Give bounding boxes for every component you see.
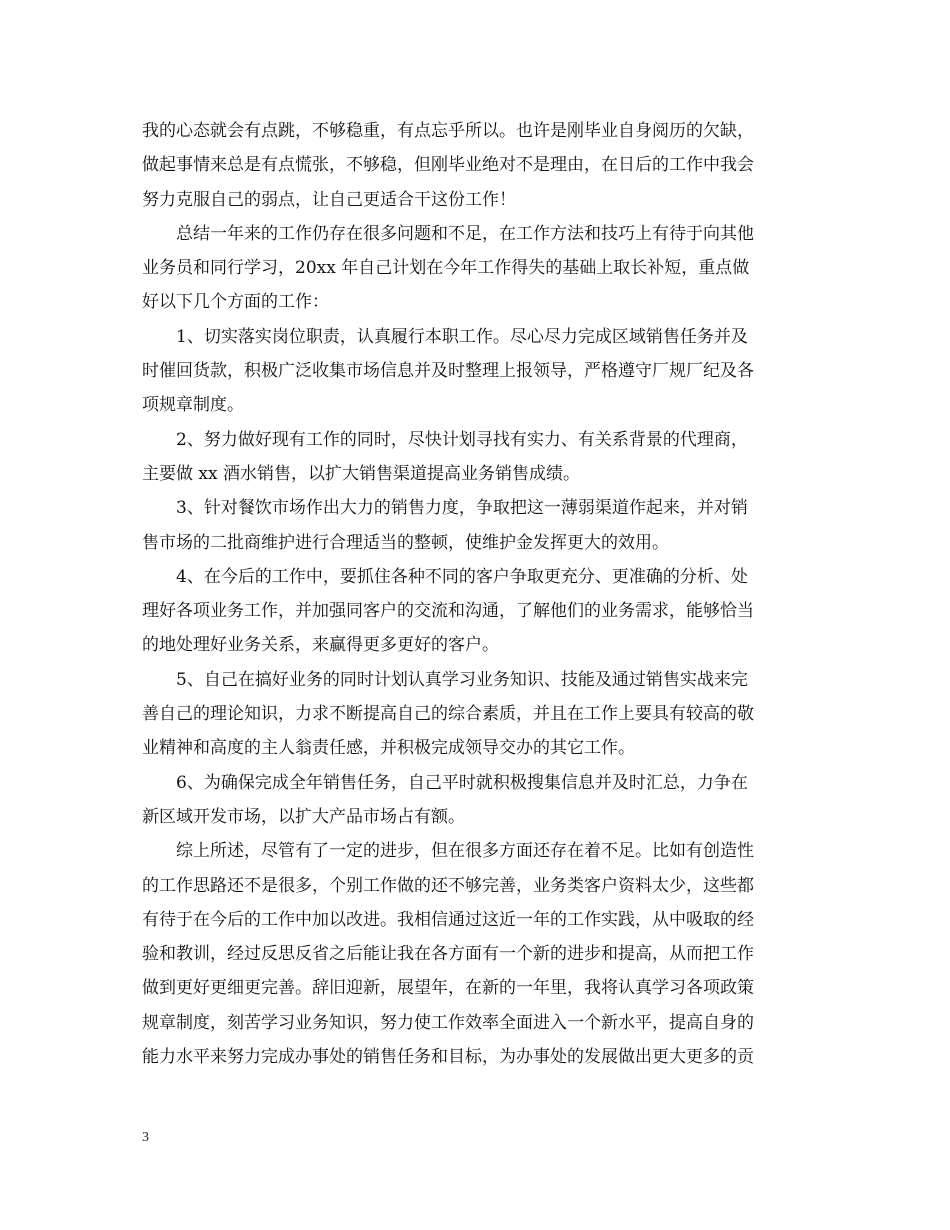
paragraph-start-line: 综上所述，尽管有了一定的进步，但在很多方面还存在着不足。比如有创造性 <box>176 841 754 862</box>
text-line: 业务员和同行学习，20xx 年自己计划在今年工作得失的基础上取长补短，重点做 <box>142 258 750 279</box>
text-line: 做到更好更细更完善。辞旧迎新，展望年，在新的一年里，我将认真学习各项政策 <box>142 978 754 999</box>
text-line: 能力水平来努力完成办事处的销售任务和目标，为办事处的发展做出更大更多的贡 <box>142 1047 754 1068</box>
page-number: 3 <box>142 1130 149 1145</box>
text-line: 的地处理好业务关系，来赢得更多更好的客户。 <box>142 635 499 656</box>
text-line: 善自己的理论知识，力求不断提高自己的综合素质，并且在工作上要具有较高的敬 <box>142 704 754 725</box>
text-line: 努力克服自己的弱点，让自己更适合干这份工作！ <box>142 189 516 210</box>
text-line: 时催回货款，积极广泛收集市场信息并及时整理上报领导，严格遵守厂规厂纪及各 <box>142 361 754 382</box>
text-line: 主要做 xx 酒水销售，以扩大销售渠道提高业务销售成绩。 <box>142 463 580 484</box>
paragraph-start-line: 总结一年来的工作仍存在很多问题和不足，在工作方法和技巧上有待于向其他 <box>176 223 754 244</box>
document-body <box>142 114 812 1074</box>
text-line: 新区域开发市场，以扩大产品市场占有额。 <box>142 806 465 827</box>
text-line: 规章制度，刻苦学习业务知识，努力使工作效率全面进入一个新水平，提高自身的 <box>142 1012 754 1033</box>
text-line: 我的心态就会有点跳，不够稳重，有点忘乎所以。也许是刚毕业自身阅历的欠缺， <box>142 121 754 141</box>
text-line: 好以下几个方面的工作： <box>142 292 329 313</box>
text-line: 理好各项业务工作，并加强同客户的交流和沟通，了解他们的业务需求，能够恰当 <box>142 601 754 622</box>
text-line: 做起事情来总是有点慌张，不够稳，但刚毕业绝对不是理由，在日后的工作中我会 <box>142 155 754 176</box>
list-item-4-start: 4、在今后的工作中，要抓住各种不同的客户争取更充分、更准确的分析、处 <box>176 566 748 587</box>
list-item-3-start: 3、针对餐饮市场作出大力的销售力度，争取把这一薄弱渠道作起来，并对销 <box>176 498 748 519</box>
list-item-6-start: 6、为确保完成全年销售任务，自己平时就积极搜集信息并及时汇总，力争在 <box>176 772 748 793</box>
text-line: 项规章制度。 <box>142 395 244 416</box>
list-item-5-start: 5、自己在搞好业务的同时计划认真学习业务知识、技能及通过销售实战来完 <box>176 669 748 690</box>
text-line: 售市场的二批商维护进行合理适当的整顿，使维护金发挥更大的效用。 <box>142 532 669 553</box>
text-line: 有待于在今后的工作中加以改进。我相信通过这近一年的工作实践，从中吸取的经 <box>142 909 754 930</box>
text-line: 业精神和高度的主人翁责任感，并积极完成领导交办的其它工作。 <box>142 738 635 759</box>
list-item-1-start: 1、切实落实岗位职责，认真履行本职工作。尽心尽力完成区域销售任务并及 <box>176 326 748 347</box>
text-line: 的工作思路还不是很多，个别工作做的还不够完善，业务类客户资料太少，这些都 <box>142 875 754 896</box>
text-line: 验和教训，经过反思反省之后能让我在各方面有一个新的进步和提高，从而把工作 <box>142 944 754 965</box>
list-item-2-start: 2、努力做好现有工作的同时，尽快计划寻找有实力、有关系背景的代理商， <box>176 429 748 450</box>
